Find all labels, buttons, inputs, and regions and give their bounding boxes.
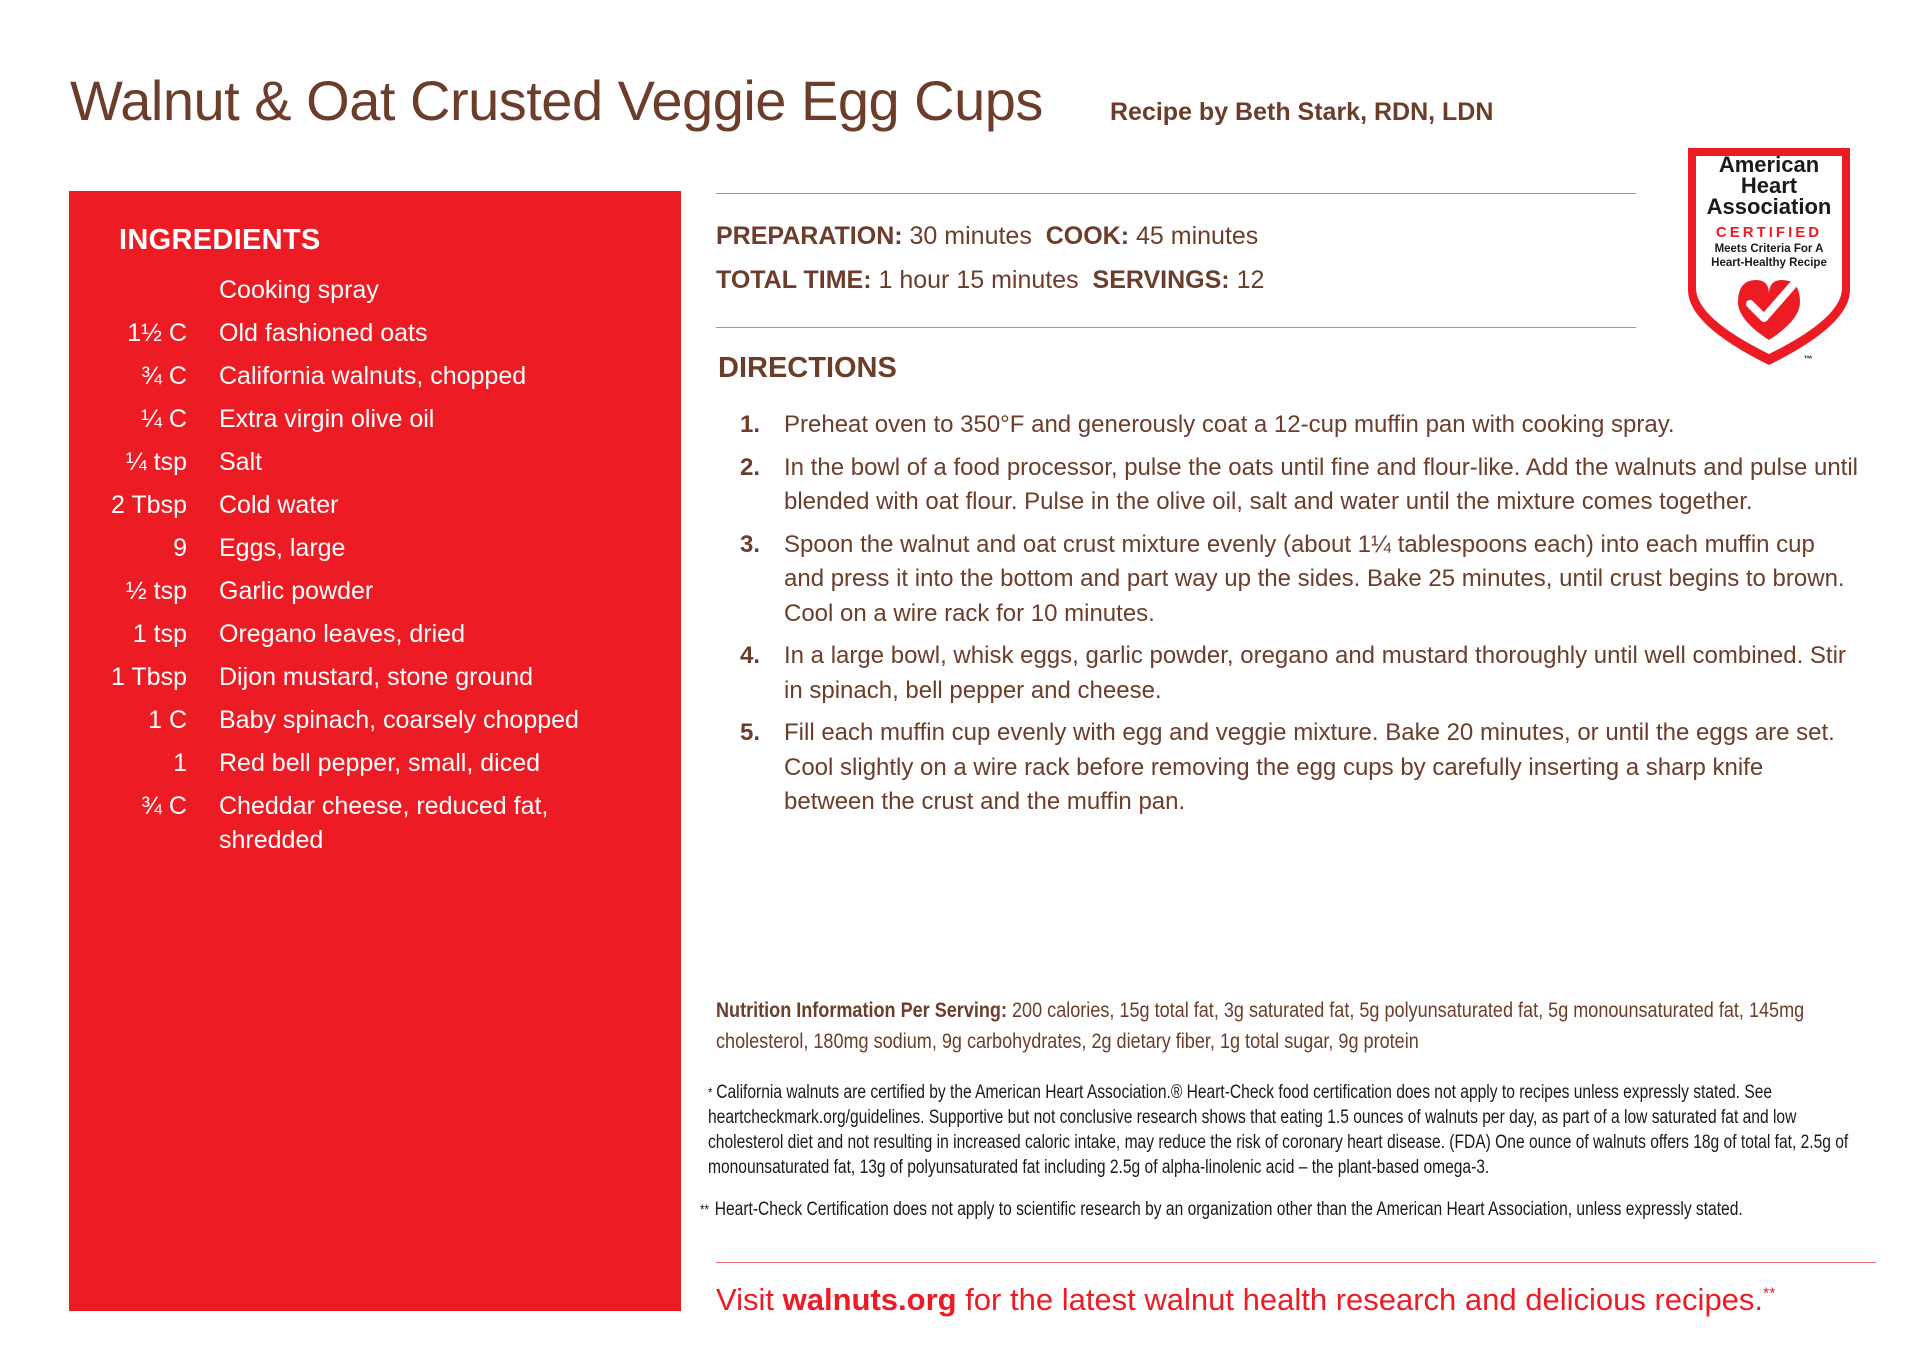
total-label: TOTAL TIME: [716,266,872,294]
recipe-byline: Recipe by Beth Stark, RDN, LDN [1110,98,1494,126]
step-text: In a large bowl, whisk eggs, garlic powder, oregano and mustard thoroughly until well combined. Stir in spinach, bell pepper and cheese. [784,642,1846,704]
ingredient-qty: ¼ tsp [125,448,187,476]
ingredient-qty: ¾ C [141,792,187,820]
footnote-mark-double: ** [700,1201,709,1217]
step-text: Spoon the walnut and oat crust mixture evenly (about 1¼ tablespoons each) into each muffin cup and press it into the bottom and part way up the sides. Bake 25 minutes, until crust begins to brown. Cool on a wire rack for 10 minutes. [784,530,1845,627]
visit-post: for the latest walnut health research and delicious recipes. [956,1282,1764,1317]
direction-step [740,639,1860,708]
ingredient-qty: 1 Tbsp [111,663,187,691]
badge-certified: CERTIFIED [1715,224,1823,241]
step-number: 4. [740,642,761,669]
direction-step [740,716,1860,820]
footnote-text-single: California walnuts are certified by the American Heart Association.® Heart-Check food certification does not apply to recipes unless expressly stated. See heartcheckmark.org/guidelines. Supportive but not conclusive research shows that eating 1.5 ounces of walnuts per day, as part of a low saturated fat and low cholesterol diet and not resulting in increased caloric intake, may reduce the risk of coronary heart disease. (FDA) One ounce of walnuts offers 18g of total fat, 2.5g of monounsaturated fat, 13g of polyunsaturated fat including 2.5g of alpha-linolenic acid – the plant-based omega-3. [708,1082,1849,1178]
visit-footer [716,1282,1776,1318]
ingredients-heading: INGREDIENTS [119,224,321,256]
prep-value: 30 minutes [909,222,1032,250]
walnuts-link[interactable]: walnuts.org [782,1282,957,1317]
ingredient-qty: 2 Tbsp [111,491,187,519]
ingredient-row [69,703,681,737]
total-servings-line [716,266,1264,295]
step-number: 3. [740,530,761,558]
prep-label: PREPARATION: [716,222,903,250]
ingredient-name: Cheddar cheese, reduced fat, shredded [219,792,549,854]
ingredient-qty: 9 [173,534,187,562]
ingredient-qty: 1 C [148,706,187,734]
ingredient-name: Old fashioned oats [219,319,428,347]
divider-top [716,193,1636,194]
nutrition-info [716,995,1860,1057]
servings-label: SERVINGS: [1092,266,1230,294]
cook-value: 45 minutes [1136,222,1259,250]
ingredient-name: Extra virgin olive oil [219,405,435,433]
badge-criteria-line2: Heart-Healthy Recipe [1711,257,1827,269]
ingredient-qty: 1½ C [127,319,187,347]
ingredient-name: Garlic powder [219,577,374,605]
nutrition-text: 200 calories, 15g total fat, 3g saturated fat, 5g polyunsaturated fat, 5g monounsaturated fat, 145mg cholesterol, 180mg sodium, 9g carbohydrates, 2g dietary fiber, 1g total sugar, 9g protein [716,999,1805,1053]
ingredient-name: Salt [219,448,263,476]
badge-aha-line1: American [1718,152,1820,177]
ingredient-name: California walnuts, chopped [219,362,527,390]
ingredient-qty: 1 tsp [132,620,187,648]
step-text: In the bowl of a food processor, pulse the oats until fine and flour-like. Add the walnuts and pulse until blended with oat flour. Pulse in the olive oil, salt and water until the mixture comes together. [784,453,1859,515]
ingredient-name: Eggs, large [219,534,346,562]
footnote-research [700,1197,1864,1222]
ingredient-row [69,660,681,694]
ingredient-name: Oregano leaves, dried [219,620,465,648]
recipe-title: Walnut & Oat Crusted Veggie Egg Cups [70,69,1043,132]
step-text: Preheat oven to 350°F and generously coat a 12-cup muffin pan with cooking spray. [784,411,1675,438]
total-value: 1 hour 15 minutes [878,266,1079,294]
footnote-mark-single: * [708,1084,713,1100]
divider-footer [716,1262,1876,1263]
ingredient-name: Red bell pepper, small, diced [219,749,541,777]
footnote-certification [708,1080,1872,1180]
badge-aha-line3: Association [1706,194,1832,219]
ingredient-row [69,488,681,522]
visit-footnote-mark: ** [1763,1285,1776,1303]
badge-registered: ® [1780,336,1788,346]
ingredient-row [69,746,681,780]
ingredient-qty: ¾ C [141,362,187,390]
ingredients-panel [69,191,681,1311]
prep-cook-line [716,222,1258,251]
direction-step [740,408,1860,443]
ingredient-qty: ¼ C [141,405,187,433]
ingredient-row [69,617,681,651]
directions-heading: DIRECTIONS [718,352,897,384]
visit-pre: Visit [716,1282,783,1317]
ingredients-list [69,273,681,866]
ingredient-name: Baby spinach, coarsely chopped [219,706,579,734]
step-number: 1. [740,411,761,438]
ingredient-name: Cooking spray [219,276,379,304]
ingredient-row [69,273,681,307]
divider-meta [716,327,1636,328]
ingredient-row [69,316,681,350]
directions-list [740,408,1860,828]
ingredient-qty: 1 [173,749,187,777]
ingredient-row [69,445,681,479]
ingredient-name: Dijon mustard, stone ground [219,663,534,691]
badge-aha-line2: Heart [1740,173,1798,198]
ingredient-name: Cold water [219,491,339,519]
servings-value: 12 [1236,266,1265,294]
footnote-text-double: Heart-Check Certification does not apply to scientific research by an organization other than the American Heart Association, unless expressly stated. [714,1199,1743,1220]
ingredient-row [69,359,681,393]
step-number: 2. [740,453,761,481]
badge-criteria-line1: Meets Criteria For A [1714,243,1824,255]
direction-step [740,528,1860,632]
badge-trademark: ™ [1803,354,1813,364]
ingredient-row [69,574,681,608]
step-text: Fill each muffin cup evenly with egg and veggie mixture. Bake 20 minutes, or until the eggs are set. Cool slightly on a wire rack before removing the egg cups by carefully inserting a sharp knife between the crust and the muffin pan. [784,719,1835,815]
direction-step [740,451,1860,520]
ingredient-row [69,402,681,436]
aha-certified-badge [1680,140,1858,372]
ingredient-row [69,531,681,565]
nutrition-label: Nutrition Information Per Serving: [716,999,1007,1022]
ingredient-qty: ½ tsp [125,577,187,605]
ingredient-row [69,789,681,857]
cook-label: COOK: [1045,222,1130,250]
step-number: 5. [740,719,761,746]
